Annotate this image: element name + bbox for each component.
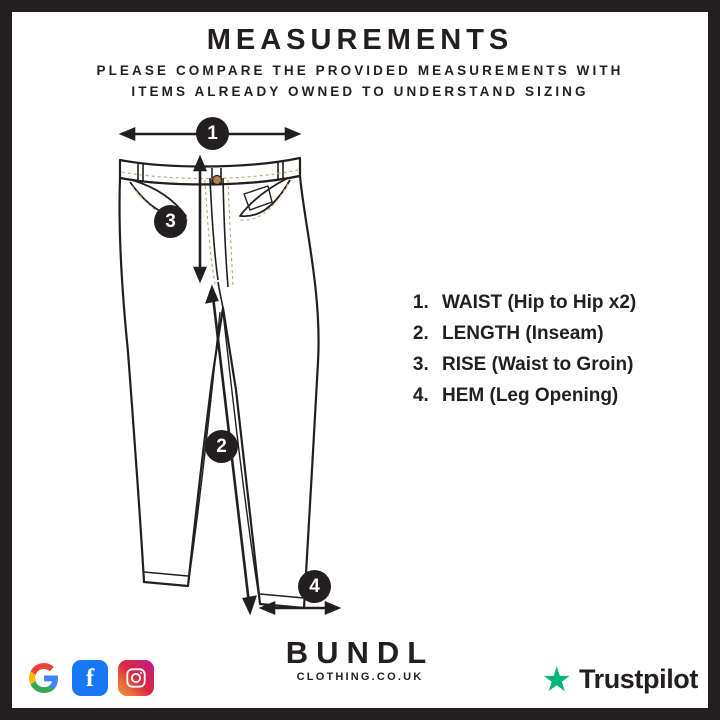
- brand-domain: CLOTHING.CO.UK: [296, 671, 424, 683]
- measurement-legend: [404, 287, 694, 411]
- legend-item: 4. HEM (Leg Opening): [434, 380, 694, 411]
- callout-rise-label: 3: [165, 210, 176, 232]
- legend-item: 3. RISE (Waist to Groin): [434, 349, 694, 380]
- trustpilot-badge[interactable]: [541, 660, 698, 699]
- google-icon[interactable]: [26, 660, 62, 696]
- callout-hem: [298, 570, 331, 603]
- instagram-glyph: [125, 667, 147, 689]
- facebook-icon[interactable]: [72, 660, 108, 696]
- instagram-icon[interactable]: [118, 660, 154, 696]
- subtitle-line-1: PLEASE COMPARE THE PROVIDED MEASUREMENTS WITH: [96, 63, 624, 78]
- callout-length: [205, 430, 238, 463]
- subtitle-line-2: ITEMS ALREADY OWNED TO UNDERSTAND SIZING: [131, 84, 589, 99]
- infographic-inner: [12, 12, 708, 708]
- google-glyph: [29, 663, 59, 693]
- facebook-glyph: f: [85, 664, 95, 692]
- callout-hem-label: 4: [309, 575, 320, 597]
- callout-length-label: 2: [216, 435, 227, 457]
- star-icon: ★: [541, 660, 572, 699]
- jeans-diagram: [92, 112, 422, 632]
- callout-rise: [154, 205, 187, 238]
- brand-name: BUNDL: [285, 635, 435, 670]
- trustpilot-label: Trustpilot: [579, 664, 698, 694]
- social-links: [26, 660, 154, 696]
- callout-waist: [196, 117, 229, 150]
- callout-waist-label: 1: [207, 122, 218, 144]
- page-title: MEASUREMENTS: [206, 24, 514, 56]
- legend-item: 2. LENGTH (Inseam): [434, 318, 694, 349]
- jeans-technical-drawing-svg: [92, 112, 422, 632]
- page-subtitle: [12, 60, 708, 102]
- legend-item: 1. WAIST (Hip to Hip x2): [434, 287, 694, 318]
